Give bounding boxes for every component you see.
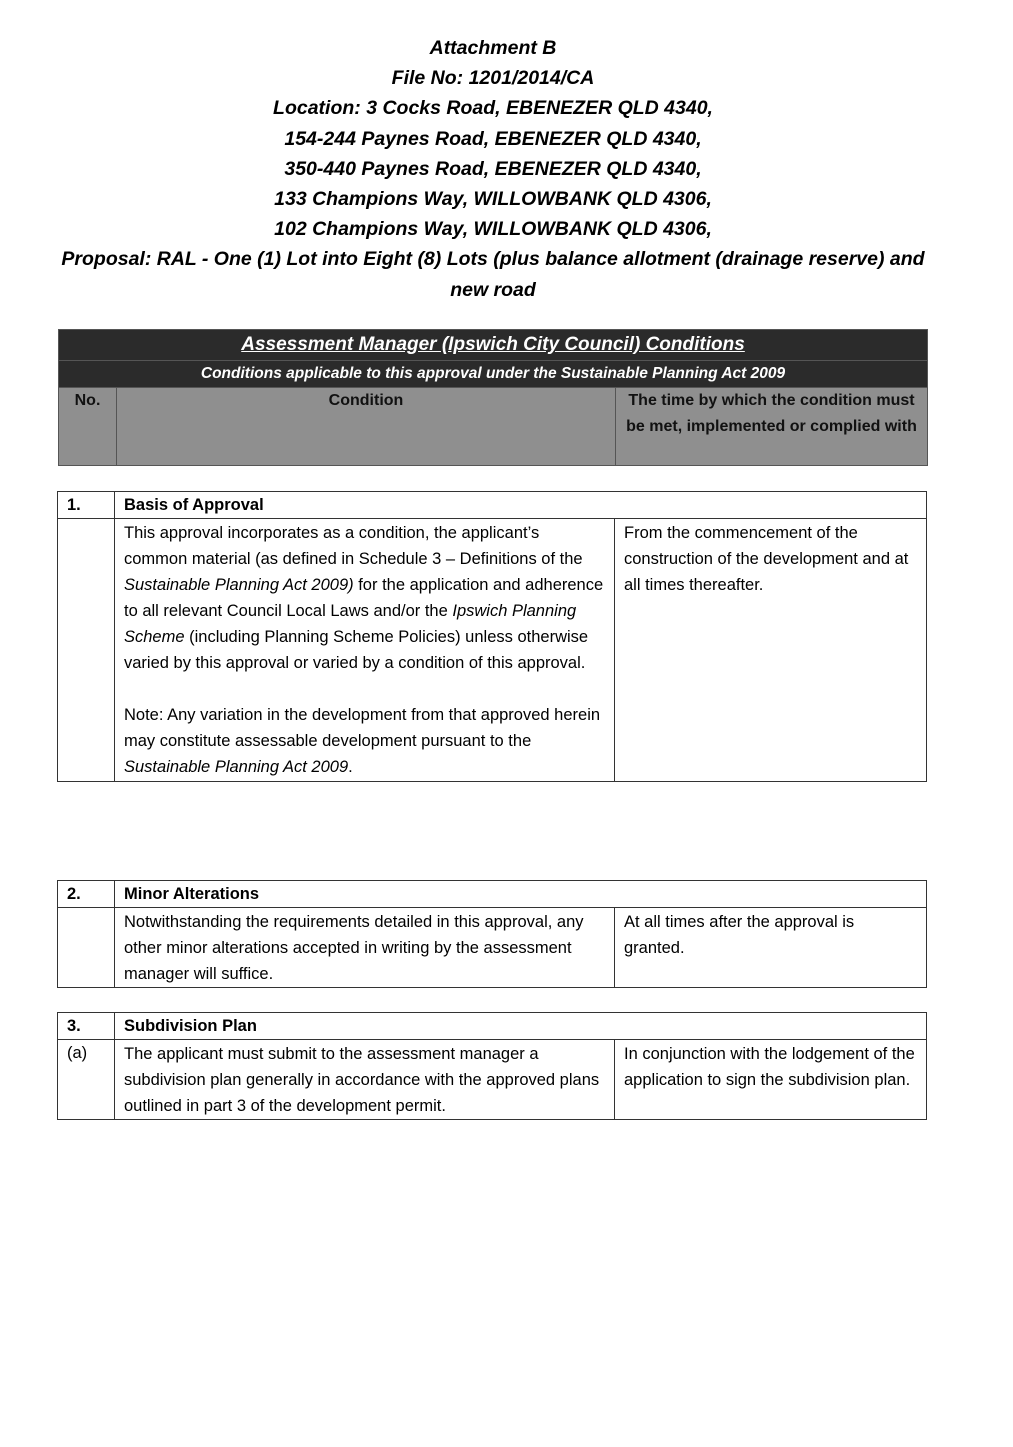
condition-number: 3.	[58, 1013, 115, 1040]
condition-title: Subdivision Plan	[115, 1013, 927, 1040]
conditions-header-table	[58, 329, 928, 466]
attachment-header	[60, 33, 926, 305]
condition-title: Basis of Approval	[115, 492, 927, 519]
condition-number: 1.	[58, 492, 115, 519]
condition-timing: In conjunction with the lodgement of the application to sign the subdivision plan.	[615, 1040, 927, 1120]
condition-note: Note: Any variation in the development from that approved herein may constitute assessable development pursuant to the Sustainable Planning Act 2009.	[124, 706, 601, 776]
condition-title: Minor Alterations	[115, 881, 927, 908]
condition-3-table	[57, 1012, 927, 1120]
condition-paragraph: This approval incorporates as a condition, the applicant’s common material (as defined in Schedule 3 – Definitions of the Sustainable Planning Act 2009) for the application and adherence to all relevant Council Local Laws and/or the Ipswich Planning Scheme (including Planning Scheme Policies) unless otherwise varied by this approval or varied by a condition of this approval.	[124, 524, 604, 672]
location-line: 350-440 Paynes Road, EBENEZER QLD 4340,	[284, 157, 702, 180]
conditions-table-subtitle: Conditions applicable to this approval under the Sustainable Planning Act 2009	[59, 361, 928, 388]
column-header-no: No.	[59, 388, 117, 466]
location-line: Location: 3 Cocks Road, EBENEZER QLD 4340,	[273, 97, 713, 120]
column-header-timing: The time by which the condition must be met, implemented or complied with	[616, 388, 928, 466]
condition-1-table	[57, 491, 927, 782]
location-line: 154-244 Paynes Road, EBENEZER QLD 4340,	[284, 127, 702, 150]
condition-body: Notwithstanding the requirements detailed in this approval, any other minor alterations accepted in writing by the assessment manager will suffice.	[115, 908, 615, 988]
condition-body	[115, 519, 615, 782]
proposal-text: Proposal: RAL - One (1) Lot into Eight (8) Lots (plus balance allotment (drainage reserve) and new road	[61, 248, 925, 301]
conditions-table-title: Assessment Manager (Ipswich City Council) Conditions	[59, 330, 928, 361]
location-line: 133 Champions Way, WILLOWBANK QLD 4306,	[274, 188, 712, 211]
location-line: 102 Champions Way, WILLOWBANK QLD 4306,	[274, 218, 712, 241]
condition-number: 2.	[58, 881, 115, 908]
condition-timing: From the commencement of the construction of the development and at all times thereafter.	[615, 519, 927, 782]
attachment-title: Attachment B	[429, 37, 557, 59]
condition-timing: At all times after the approval is granted.	[615, 908, 927, 988]
file-number: File No: 1201/2014/CA	[391, 67, 595, 90]
condition-item-label: (a)	[58, 1040, 115, 1120]
condition-2-table	[57, 880, 927, 988]
column-header-condition: Condition	[117, 388, 616, 466]
condition-body: The applicant must submit to the assessment manager a subdivision plan generally in accordance with the approved plans outlined in part 3 of the development permit.	[115, 1040, 615, 1120]
